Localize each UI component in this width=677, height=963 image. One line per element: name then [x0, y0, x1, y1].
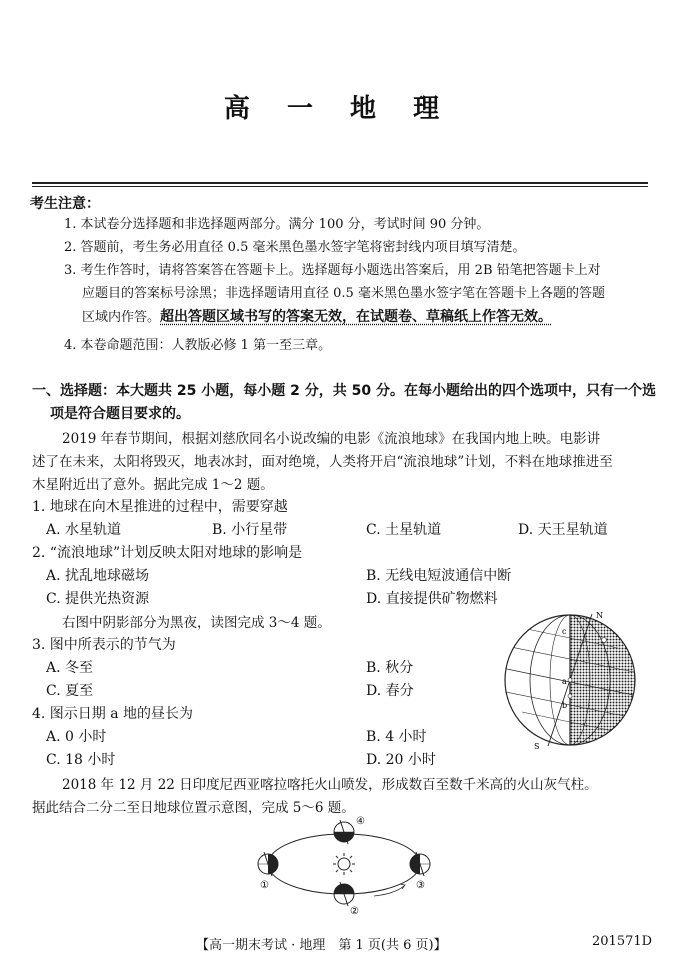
- notice-item-3-tail: 区域内作答。: [82, 310, 161, 325]
- q3-option-b: B. 秋分: [366, 660, 414, 676]
- globe-label-a: a: [562, 677, 567, 686]
- passage1-line1: 2019 年春节期间，根据刘慈欣同名小说改编的电影《流浪地球》在我国内地上映。电影讲: [62, 431, 601, 447]
- q1-stem: 1. 地球在向木星推进的过程中，需要穿越: [32, 499, 288, 515]
- orbit-label-3: ③: [416, 880, 425, 891]
- orbit-label-2: ②: [350, 906, 359, 917]
- q4-stem: 4. 图示日期 a 地的昼长为: [32, 706, 194, 722]
- earth-icon: [334, 882, 354, 906]
- passage1-line3: 木星附近出了意外。据此完成 1～2 题。: [32, 477, 274, 493]
- q2-option-c: C. 提供光热资源: [46, 591, 150, 607]
- q1-option-c: C. 土星轨道: [366, 522, 442, 538]
- globe-diagram: [492, 608, 652, 754]
- notice-item-3-cont: 应题目的答案标号涂黑；非选择题请用直径 0.5 毫米黑色墨水签字笔在答题卡上各题的答题: [82, 286, 605, 301]
- passage2: 右图中阴影部分为黑夜，读图完成 3～4 题。: [62, 615, 331, 631]
- q1-option-a: A. 水星轨道: [46, 522, 122, 538]
- q3-option-a: A. 冬至: [46, 660, 94, 676]
- page-title: 高 一 地 理: [223, 94, 454, 124]
- notice-item-3: 3. 考生作答时，请将答案答在答题卡上。选择题每小题选出答案后，用 2B 铅笔把答题卡上对: [64, 263, 601, 278]
- q4-option-a: A. 0 小时: [46, 729, 107, 745]
- divider-thick: [32, 182, 648, 184]
- passage1-line2: 述了在未来，太阳将毁灭，地表冰封，面对绝境，人类将开启“流浪地球”计划，不料在地球推进至: [32, 454, 613, 470]
- q2-option-b: B. 无线电短波通信中断: [366, 568, 512, 584]
- divider-thin: [32, 186, 648, 187]
- q4-option-d: D. 20 小时: [366, 752, 436, 768]
- earth-icon: [258, 852, 278, 876]
- footer-code: 201571D: [592, 934, 653, 949]
- q2-stem: 2. “流浪地球”计划反映太阳对地球的影响是: [32, 545, 303, 561]
- notice-heading: 考生注意：: [30, 196, 100, 212]
- globe-label-b: b: [562, 701, 568, 710]
- passage3-line1: 2018 年 12 月 22 日印度尼西亚喀拉喀托火山喷发，形成数百至数千米高的火山灰气柱。: [62, 777, 598, 793]
- earth-icon: [334, 820, 354, 844]
- notice-emphasis: 超出答题区域书写的答案无效，在试题卷、草稿纸上作答无效。: [160, 309, 553, 325]
- section-instructions-line1: 一、选择题：本大题共 25 小题，每小题 2 分，共 50 分。在每小题给出的四个选项中，只有一个选: [32, 383, 656, 399]
- notice-item-3-end: [82, 308, 552, 327]
- earth-icon: [410, 852, 430, 876]
- q4-option-c: C. 18 小时: [46, 752, 116, 768]
- orbit-label-4: ④: [356, 816, 365, 827]
- q2-option-d: D. 直接提供矿物燃料: [366, 591, 498, 607]
- notice-item-4: 4. 本卷命题范围：人教版必修 1 第一至三章。: [64, 338, 332, 353]
- q3-option-d: D. 春分: [366, 683, 414, 699]
- passage3-line2: 据此结合二分二至日地球位置示意图，完成 5～6 题。: [32, 800, 355, 816]
- notice-item-1: 1. 本试卷分选择题和非选择题两部分。满分 100 分，考试时间 90 分钟。: [64, 217, 490, 232]
- notice-item-2: 2. 答题前，考生务必用直径 0.5 毫米黑色墨水签字笔将密封线内项目填写清楚。: [64, 240, 526, 255]
- q3-stem: 3. 图中所表示的节气为: [32, 637, 176, 653]
- section-instructions-line2: 项是符合题目要求的。: [50, 406, 190, 422]
- q1-option-b: B. 小行星带: [212, 522, 288, 538]
- q3-option-c: C. 夏至: [46, 683, 94, 699]
- orbit-label-1: ①: [260, 880, 269, 891]
- globe-label-c: c: [562, 627, 567, 636]
- q2-option-a: A. 扰乱地球磁场: [46, 568, 150, 584]
- footer-page-info: 【高一期末考试 · 地理 第 1 页(共 6 页)】: [196, 938, 447, 953]
- globe-label-s: S: [534, 742, 540, 751]
- orbit-diagram: [244, 814, 444, 918]
- q1-option-d: D. 天王星轨道: [518, 522, 608, 538]
- q4-option-b: B. 4 小时: [366, 729, 427, 745]
- globe-label-n: N: [596, 611, 603, 620]
- sun-icon: [333, 853, 355, 875]
